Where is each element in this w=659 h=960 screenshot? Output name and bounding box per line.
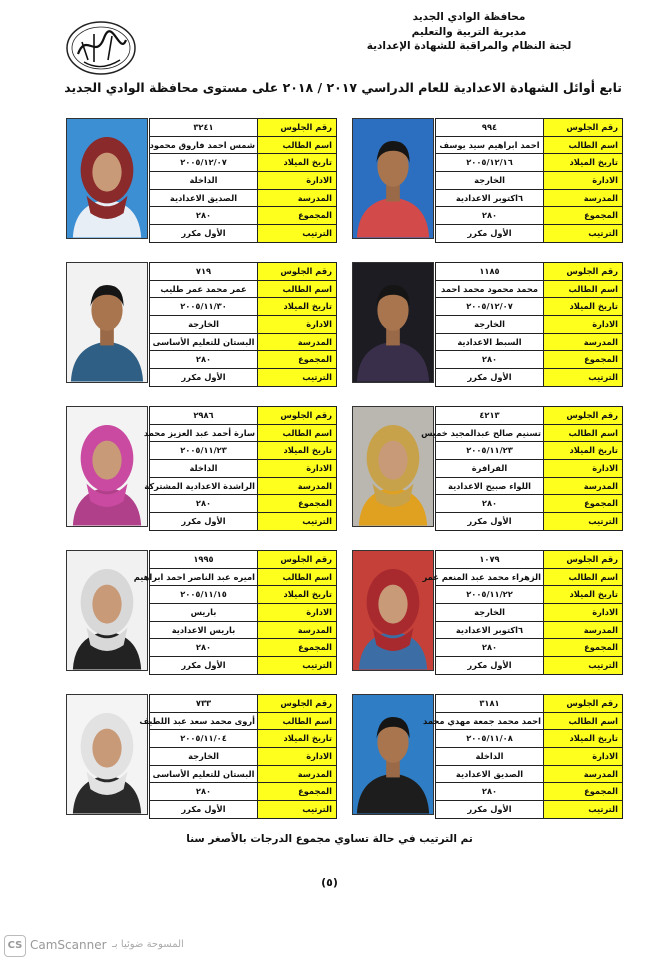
info-row-name [150,424,337,442]
school-value: السبط الاعدادية [436,333,544,351]
student-card [66,262,337,384]
info-row-school [436,333,623,351]
seat-label: رقم الجلوس [544,119,623,137]
info-row-total [150,351,337,369]
seat-label: رقم الجلوس [544,695,623,713]
info-row-birth [436,730,623,748]
info-row-rank [436,801,623,819]
info-row-name [436,568,623,586]
name-value: محمد محمود محمد احمد [436,280,544,298]
school-label: المدرسة [258,765,337,783]
school-label: المدرسة [258,477,337,495]
rank-value: الأول مكرر [436,513,544,531]
student-photo [66,262,148,383]
admin-value: الخارجة [150,316,258,334]
birth-value: ٢٠٠٥/١١/٠٤ [150,730,258,748]
info-row-total [150,639,337,657]
rank-label: الترتيب [258,801,337,819]
school-value: ٦اكتوبر الاعدادية [436,621,544,639]
school-value: البستان للتعليم الأساسى [150,333,258,351]
info-row-rank [436,513,623,531]
seat-value: ٣٢٤١ [150,119,258,137]
info-row-rank [150,369,337,387]
admin-label: الادارة [544,604,623,622]
student-card [352,118,623,240]
seat-label: رقم الجلوس [258,407,337,425]
student-card [66,550,337,672]
birth-label: تاريخ الميلاد [258,730,337,748]
seat-value: ٧١٩ [150,263,258,281]
total-value: ٢٨٠ [436,783,544,801]
name-label: اسم الطالب [544,712,623,730]
total-label: المجموع [544,639,623,657]
info-row-admin [436,748,623,766]
seat-label: رقم الجلوس [258,695,337,713]
info-row-school [150,765,337,783]
school-label: المدرسة [258,333,337,351]
admin-value: الخارجة [150,748,258,766]
info-row-admin [150,172,337,190]
student-info-table [149,262,337,387]
total-label: المجموع [544,207,623,225]
info-row-total [150,495,337,513]
info-row-school [150,333,337,351]
info-row-seat [150,263,337,281]
seat-label: رقم الجلوس [258,263,337,281]
birth-value: ٢٠٠٥/١١/٢٢ [436,586,544,604]
total-value: ٢٨٠ [436,639,544,657]
seat-label: رقم الجلوس [544,407,623,425]
birth-value: ٢٠٠٥/١٢/١٦ [436,154,544,172]
info-row-school [436,189,623,207]
birth-label: تاريخ الميلاد [258,442,337,460]
rank-value: الأول مكرر [436,369,544,387]
name-label: اسم الطالب [544,424,623,442]
admin-value: الداخلة [150,172,258,190]
total-value: ٢٨٠ [150,207,258,225]
admin-value: الخارجة [436,604,544,622]
rank-label: الترتيب [544,369,623,387]
name-value: اميره عبد الناصر احمد ابراهيم [150,568,258,586]
seat-value: ٢٩٨٦ [150,407,258,425]
admin-label: الادارة [258,748,337,766]
info-row-school [436,621,623,639]
rank-label: الترتيب [258,657,337,675]
student-card [352,406,623,528]
info-row-rank [436,657,623,675]
info-row-admin [436,604,623,622]
student-card [66,406,337,528]
info-row-seat [150,119,337,137]
info-row-admin [150,748,337,766]
rank-value: الأول مكرر [150,801,258,819]
student-photo [352,118,434,239]
birth-label: تاريخ الميلاد [544,586,623,604]
total-label: المجموع [258,639,337,657]
admin-label: الادارة [258,172,337,190]
student-photo [352,262,434,383]
total-label: المجموع [258,783,337,801]
info-row-seat [150,407,337,425]
student-card [352,262,623,384]
student-info-table [133,550,337,675]
rank-value: الأول مكرر [150,657,258,675]
rank-value: الأول مكرر [436,657,544,675]
info-row-rank [436,225,623,243]
student-card [352,694,623,816]
info-row-birth [150,442,337,460]
rank-value: الأول مكرر [150,513,258,531]
info-row-birth [436,154,623,172]
info-row-birth [150,586,337,604]
birth-label: تاريخ الميلاد [258,586,337,604]
school-label: المدرسة [258,621,337,639]
header-committee: لجنة النظام والمراقبة للشهادة الإعدادية [366,40,572,52]
student-info-table [143,406,337,531]
seat-value: ١٠٧٩ [436,551,544,569]
total-label: المجموع [544,783,623,801]
name-label: اسم الطالب [544,568,623,586]
birth-label: تاريخ الميلاد [544,298,623,316]
total-value: ٢٨٠ [150,351,258,369]
school-value: الصديق الاعدادية [150,189,258,207]
info-row-name [436,424,623,442]
info-row-school [436,477,623,495]
header-directorate: مديرية التربية والتعليم [411,25,527,38]
info-row-rank [436,369,623,387]
info-row-school [150,621,337,639]
info-row-seat [436,263,623,281]
header-governorate: محافظة الوادي الجديد [412,11,526,23]
info-row-rank [150,657,337,675]
name-value: الزهراء محمد عبد المنعم عمر [436,568,544,586]
birth-label: تاريخ الميلاد [544,442,623,460]
school-label: المدرسة [544,621,623,639]
school-value: باريس الاعدادية [150,621,258,639]
total-value: ٢٨٠ [436,495,544,513]
admin-label: الادارة [258,316,337,334]
name-label: اسم الطالب [258,280,337,298]
seat-label: رقم الجلوس [544,551,623,569]
birth-label: تاريخ الميلاد [258,298,337,316]
name-value: عمر محمد عمر طليب [150,280,258,298]
info-row-birth [436,298,623,316]
header-block [359,10,579,54]
school-value: البستان للتعليم الأساسى [150,765,258,783]
student-photo [66,694,148,815]
info-row-seat [436,695,623,713]
student-photo [352,550,434,671]
info-row-total [436,783,623,801]
school-label: المدرسة [544,333,623,351]
student-photo [352,406,434,527]
info-row-school [436,765,623,783]
student-photo [66,550,148,671]
name-value: احمد ابراهيم سيد يوسف [436,136,544,154]
seat-value: ١٩٩٥ [150,551,258,569]
page-number: (٥) [321,876,338,889]
info-row-admin [150,316,337,334]
seat-value: ١١٨٥ [436,263,544,281]
total-value: ٢٨٠ [436,351,544,369]
info-row-name [436,136,623,154]
seat-label: رقم الجلوس [258,551,337,569]
rank-value: الأول مكرر [150,369,258,387]
student-info-table [422,550,623,675]
rank-value: الأول مكرر [436,801,544,819]
info-row-seat [150,695,337,713]
birth-label: تاريخ الميلاد [544,730,623,748]
info-row-birth [150,730,337,748]
rank-label: الترتيب [258,369,337,387]
student-info-table [435,262,623,387]
page-title: تابع أوائل الشهادة الاعدادية للعام الدراسي ٢٠١٧ / ٢٠١٨ على مستوى محافظة الوادي الجديد [64,80,622,95]
birth-value: ٢٠٠٥/١١/٢٣ [436,442,544,460]
info-row-seat [436,119,623,137]
rank-label: الترتيب [544,801,623,819]
school-label: المدرسة [544,765,623,783]
name-value: شمس احمد فاروق محمود [150,136,258,154]
info-row-name [150,568,337,586]
school-value: الراشدة الاعدادية المشتركة [150,477,258,495]
ranking-note: تم الترتيب في حالة تساوي مجموع الدرجات بالأصغر سنا [186,833,473,845]
info-row-rank [150,513,337,531]
admin-value: الداخلة [150,460,258,478]
student-info-table [421,406,623,531]
name-label: اسم الطالب [258,712,337,730]
name-value: تسنيم صالح عبدالمجيد خميس [436,424,544,442]
info-row-total [436,351,623,369]
school-label: المدرسة [544,189,623,207]
info-row-seat [150,551,337,569]
student-card [352,550,623,672]
birth-value: ٢٠٠٥/١٢/٠٧ [436,298,544,316]
rank-label: الترتيب [544,225,623,243]
info-row-admin [436,460,623,478]
camscanner-footer [0,932,659,960]
student-card [66,694,337,816]
info-row-admin [436,172,623,190]
student-card [66,118,337,240]
birth-value: ٢٠٠٥/١١/٣٠ [150,298,258,316]
info-row-name [150,280,337,298]
admin-value: باريس [150,604,258,622]
name-value: سارة أحمد عبد العزيز محمد [150,424,258,442]
info-row-total [436,207,623,225]
admin-label: الادارة [258,604,337,622]
school-label: المدرسة [544,477,623,495]
student-info-table [435,118,623,243]
school-value: ٦اكتوبر الاعدادية [436,189,544,207]
birth-value: ٢٠٠٥/١٢/٠٧ [150,154,258,172]
birth-value: ٢٠٠٥/١١/٢٣ [150,442,258,460]
school-label: المدرسة [258,189,337,207]
student-info-table [139,694,337,819]
total-value: ٢٨٠ [150,495,258,513]
info-row-admin [150,460,337,478]
info-row-name [150,712,337,730]
admin-value: الخارجة [436,172,544,190]
total-label: المجموع [258,351,337,369]
seat-value: ٤٢١٣ [436,407,544,425]
info-row-school [150,189,337,207]
info-row-birth [436,586,623,604]
info-row-rank [150,801,337,819]
school-value: اللواء صبيح الاعدادية [436,477,544,495]
info-row-admin [150,604,337,622]
seat-value: ٧٣٣ [150,695,258,713]
rank-value: الأول مكرر [436,225,544,243]
birth-label: تاريخ الميلاد [544,154,623,172]
info-row-birth [150,298,337,316]
admin-label: الادارة [544,172,623,190]
total-label: المجموع [544,495,623,513]
rank-label: الترتيب [544,657,623,675]
info-row-total [150,207,337,225]
info-row-rank [150,225,337,243]
admin-value: الفرافرة [436,460,544,478]
student-info-table [423,694,623,819]
student-photo [352,694,434,815]
info-row-total [150,783,337,801]
name-label: اسم الطالب [258,136,337,154]
admin-label: الادارة [544,460,623,478]
seat-label: رقم الجلوس [258,119,337,137]
student-info-table [149,118,337,243]
info-row-seat [436,551,623,569]
birth-label: تاريخ الميلاد [258,154,337,172]
info-row-admin [436,316,623,334]
total-label: المجموع [544,351,623,369]
camscanner-name: CamScanner [30,938,107,952]
info-row-school [150,477,337,495]
name-label: اسم الطالب [258,568,337,586]
certificate-logo [64,20,138,80]
info-row-birth [436,442,623,460]
rank-label: الترتيب [258,513,337,531]
info-row-name [436,280,623,298]
total-value: ٢٨٠ [436,207,544,225]
rank-value: الأول مكرر [150,225,258,243]
total-label: المجموع [258,495,337,513]
name-label: اسم الطالب [258,424,337,442]
camscanner-icon: CS [4,935,26,957]
info-row-name [150,136,337,154]
seat-label: رقم الجلوس [544,263,623,281]
rank-label: الترتيب [544,513,623,531]
student-photo [66,406,148,527]
name-label: اسم الطالب [544,136,623,154]
admin-label: الادارة [258,460,337,478]
student-photo [66,118,148,239]
birth-value: ٢٠٠٥/١١/١٥ [150,586,258,604]
info-row-name [436,712,623,730]
rank-label: الترتيب [258,225,337,243]
name-value: أروى محمد سعد عبد اللطيف [150,712,258,730]
birth-value: ٢٠٠٥/١١/٠٨ [436,730,544,748]
total-label: المجموع [258,207,337,225]
camscanner-scanned-text: المسوحة ضوئيا بـ [112,939,184,950]
info-row-seat [436,407,623,425]
info-row-birth [150,154,337,172]
admin-value: الخارجة [436,316,544,334]
info-row-total [436,639,623,657]
total-value: ٢٨٠ [150,639,258,657]
seat-value: ٣١٨١ [436,695,544,713]
total-value: ٢٨٠ [150,783,258,801]
admin-value: الداخلة [436,748,544,766]
admin-label: الادارة [544,748,623,766]
name-label: اسم الطالب [544,280,623,298]
school-value: الصديق الاعدادية [436,765,544,783]
seat-value: ٩٩٤ [436,119,544,137]
info-row-total [436,495,623,513]
name-value: احمد محمد جمعة مهدي محمد [436,712,544,730]
admin-label: الادارة [544,316,623,334]
